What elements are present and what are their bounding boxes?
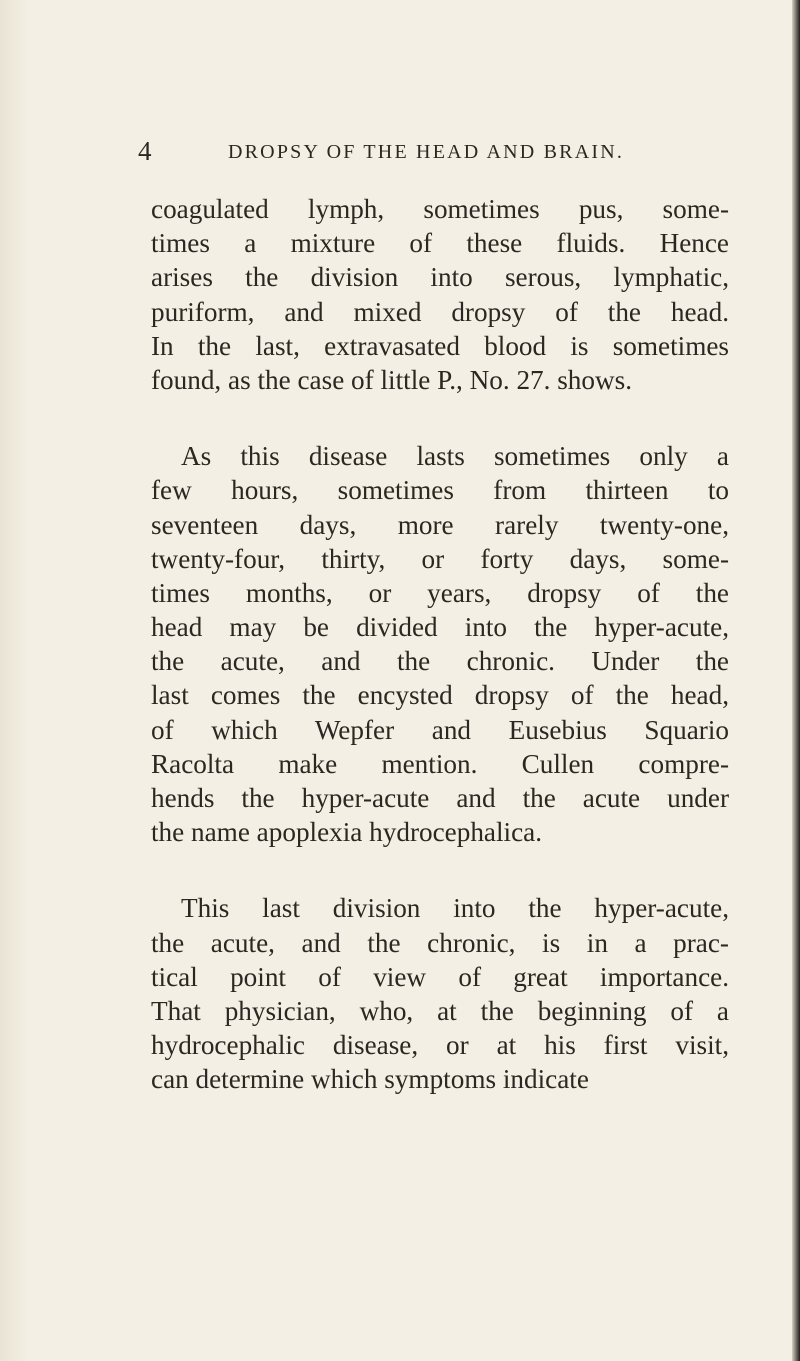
- text-line: few hours, sometimes from thirteen to: [151, 475, 729, 506]
- text-line: the acute, and the chronic, is in a prac-: [151, 927, 729, 958]
- paragraph-1: [151, 192, 729, 397]
- text-line: Racolta make mention. Cullen compre-: [151, 748, 729, 779]
- text-line: That physician, who, at the beginning of a: [151, 995, 729, 1026]
- running-title: DROPSY OF THE HEAD AND BRAIN.: [228, 141, 625, 163]
- text-line: of which Wepfer and Eusebius Squario: [151, 714, 729, 745]
- page-edge: [792, 0, 800, 1361]
- page-number: 4: [138, 136, 152, 166]
- body-text: [151, 192, 729, 1097]
- text-line: coagulated lymph, sometimes pus, some-: [151, 194, 729, 224]
- text-line: can determine which symptoms indicate: [151, 1064, 589, 1095]
- text-line: As this disease lasts sometimes only a: [181, 441, 729, 472]
- text-line: hydrocephalic disease, or at his first visit,: [151, 1030, 729, 1061]
- text-line: twenty-four, thirty, or forty days, some-: [151, 543, 729, 574]
- text-line: last comes the encysted dropsy of the head,: [151, 680, 729, 711]
- text-line: times months, or years, dropsy of the: [151, 577, 729, 608]
- text-line: seventeen days, more rarely twenty-one,: [151, 509, 729, 540]
- text-line: the acute, and the chronic. Under the: [151, 646, 729, 677]
- text-line: puriform, and mixed dropsy of the head.: [151, 296, 729, 327]
- text-line: times a mixture of these fluids. Hence: [151, 228, 729, 259]
- text-line: In the last, extravasated blood is sometimes: [151, 330, 729, 361]
- text-line: tical point of view of great importance.: [151, 961, 729, 992]
- text-line: hends the hyper-acute and the acute under: [151, 783, 729, 813]
- text-line: the name apoplexia hydrocephalica.: [151, 817, 543, 848]
- paragraph-2: [151, 439, 729, 849]
- paragraph-3: [151, 891, 729, 1096]
- text-line: This last division into the hyper-acute,: [181, 893, 729, 924]
- text-line: head may be divided into the hyper-acute,: [151, 612, 729, 643]
- page-gutter-shadow: [0, 0, 28, 1361]
- text-line: arises the division into serous, lymphatic,: [151, 262, 729, 293]
- page-header: [138, 136, 698, 176]
- text-line: found, as the case of little P., No. 27. shows.: [151, 364, 633, 395]
